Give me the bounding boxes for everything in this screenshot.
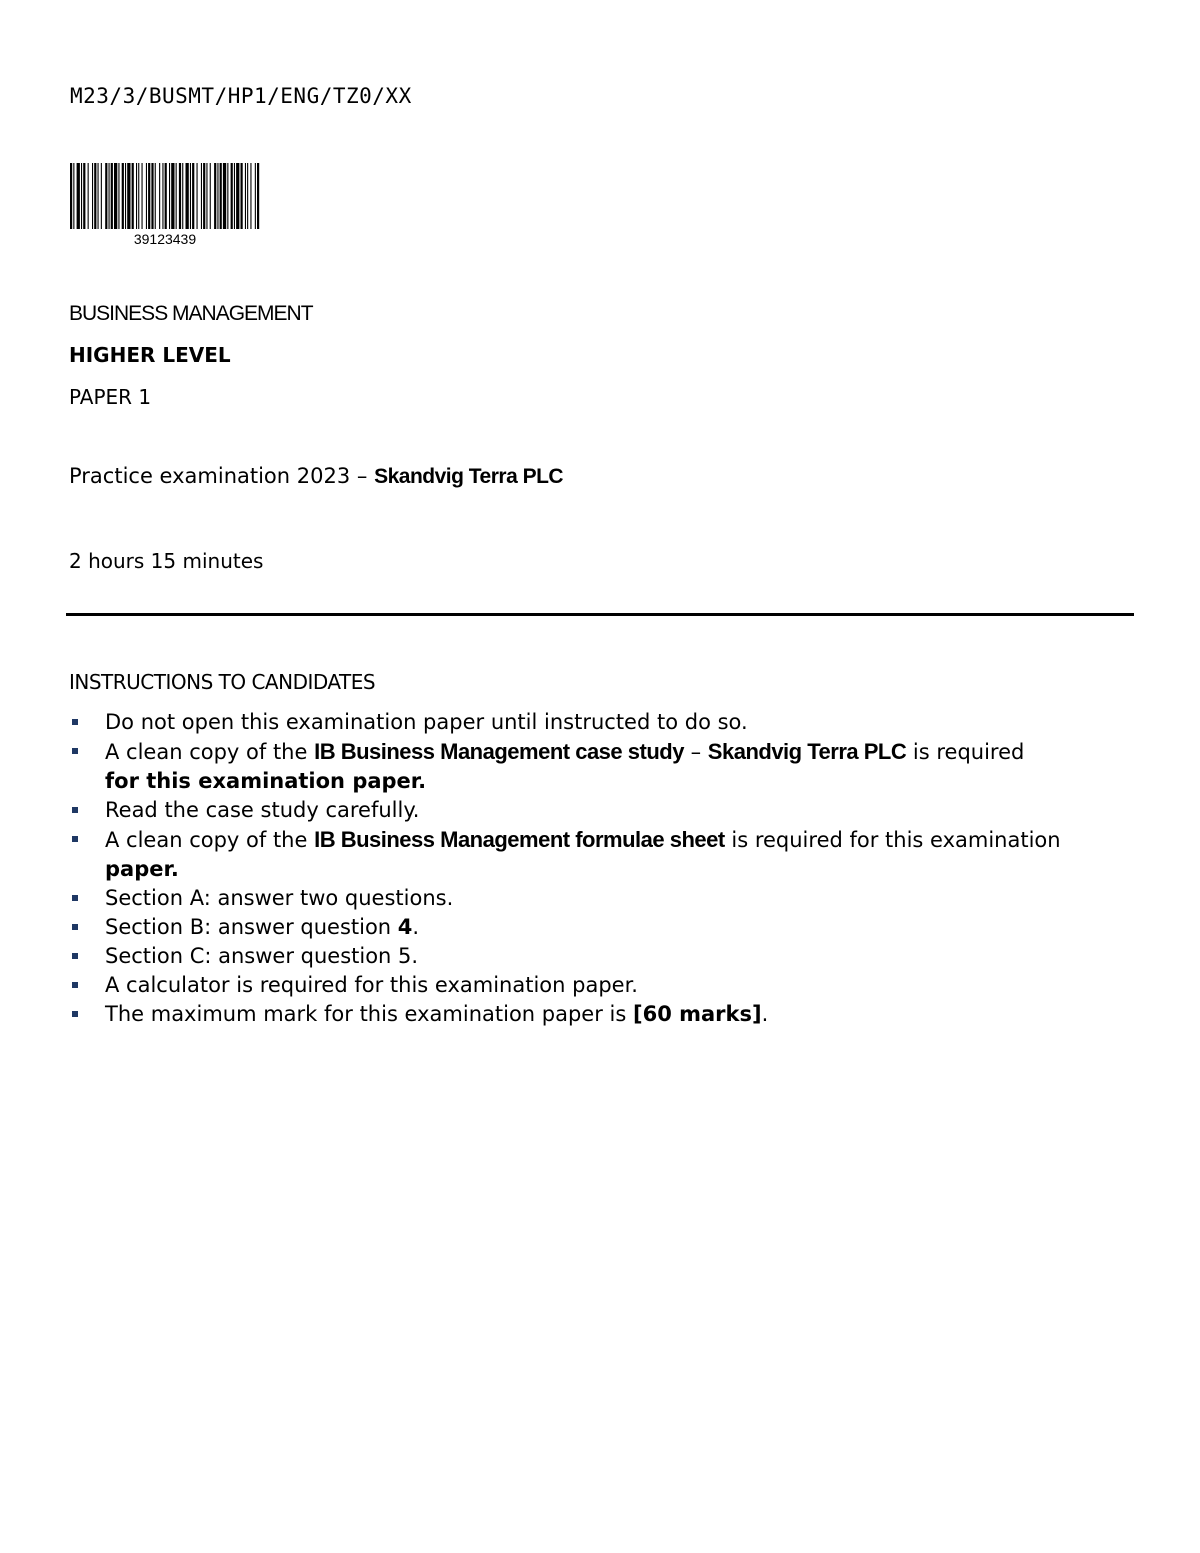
barcode-bar (101, 163, 102, 229)
barcode-bar (105, 163, 107, 229)
barcode-bar (182, 163, 183, 229)
instructions-list (66, 708, 1146, 1029)
barcode-bar (148, 163, 150, 229)
barcode-bar (176, 163, 177, 229)
barcode-bar (109, 163, 110, 229)
barcode-bar (118, 163, 119, 229)
barcode-bar (206, 163, 207, 229)
bullet-icon (72, 719, 78, 725)
instruction-item: A clean copy of the IB Business Management case study – Skandvig Terra PLC is required for this examination paper. (66, 737, 1146, 796)
barcode-bar (179, 163, 181, 229)
barcode-bar (81, 163, 82, 229)
barcode-bar (227, 163, 228, 229)
instruction-item: Section C: answer question 5. (66, 942, 1146, 971)
barcode-bar (77, 163, 80, 229)
exam-code: M23/3/BUSMT/HP1/ENG/TZ0/XX (70, 84, 412, 108)
barcode-bar (127, 163, 130, 229)
barcode-bar (98, 163, 99, 229)
instruction-item: Read the case study carefully. (66, 796, 1146, 825)
barcode-bar (217, 163, 218, 229)
barcode-bar (255, 163, 256, 229)
barcode-bar (159, 163, 160, 229)
bullet-icon (72, 748, 78, 754)
instruction-item: The maximum mark for this examination paper is [60 marks]. (66, 1000, 1146, 1029)
practice-company: Skandvig Terra PLC (374, 465, 564, 488)
bullet-icon (72, 895, 78, 901)
barcode-bar (132, 163, 134, 229)
barcode-bar (114, 163, 117, 229)
level-title: HIGHER LEVEL (69, 343, 231, 367)
barcode-bar (247, 163, 248, 229)
barcode-bar (190, 163, 191, 229)
barcode-bar (151, 163, 153, 229)
barcode-bar (186, 163, 189, 229)
barcode-bar (171, 163, 174, 229)
barcode-bar (231, 163, 233, 229)
barcode-bar (146, 163, 147, 229)
paper-title: PAPER 1 (69, 385, 152, 409)
barcode-bar (94, 163, 96, 229)
barcode-bar (169, 163, 170, 229)
barcode-bar (73, 163, 74, 229)
practice-exam-line (69, 464, 563, 489)
barcode-bar (241, 163, 243, 229)
instruction-item: Do not open this examination paper until instructed to do so. (66, 708, 1146, 737)
bullet-icon (72, 836, 78, 842)
barcode-bar (125, 163, 126, 229)
bullet-icon (72, 924, 78, 930)
bullet-icon (72, 953, 78, 959)
barcode-bar (245, 163, 246, 229)
barcode-bar (88, 163, 89, 229)
instruction-item: A clean copy of the IB Business Management formulae sheet is required for this examination paper. (66, 825, 1146, 884)
barcode-bar (83, 163, 85, 229)
instruction-item: Section A: answer two questions. (66, 884, 1146, 913)
barcode-bar (234, 163, 235, 229)
barcode-bar (142, 163, 143, 229)
exam-duration: 2 hours 15 minutes (69, 549, 264, 573)
barcode-bar (203, 163, 205, 229)
barcode-image (70, 163, 260, 229)
barcode-bar (155, 163, 156, 229)
instruction-item: A calculator is required for this examination paper. (66, 971, 1146, 1000)
instructions-heading: INSTRUCTIONS TO CANDIDATES (69, 670, 376, 694)
barcode-bar (220, 163, 222, 229)
barcode-bar (122, 163, 124, 229)
barcode-bar (197, 163, 198, 229)
barcode-number: 39123439 (133, 231, 197, 247)
barcode-bar (162, 163, 163, 229)
barcode-bar (257, 163, 259, 229)
divider-rule (66, 613, 1134, 616)
bullet-icon (72, 1011, 78, 1017)
barcode-bar (70, 163, 72, 229)
barcode-bar (192, 163, 194, 229)
barcode-bar (138, 163, 139, 229)
barcode-bar (136, 163, 137, 229)
subject-title: BUSINESS MANAGEMENT (69, 302, 313, 325)
practice-prefix: Practice examination 2023 – (69, 464, 375, 488)
bullet-icon (72, 982, 78, 988)
barcode-bar (165, 163, 167, 229)
instruction-item: Section B: answer question 4. (66, 913, 1146, 942)
bullet-icon (72, 807, 78, 813)
barcode-bar (210, 163, 211, 229)
barcode-bar (223, 163, 226, 229)
barcode-bar (201, 163, 202, 229)
barcode-bar (236, 163, 239, 229)
barcode-bar (92, 163, 93, 229)
barcode-bar (214, 163, 216, 229)
barcode-bar (250, 163, 251, 229)
barcode-bar (111, 163, 113, 229)
